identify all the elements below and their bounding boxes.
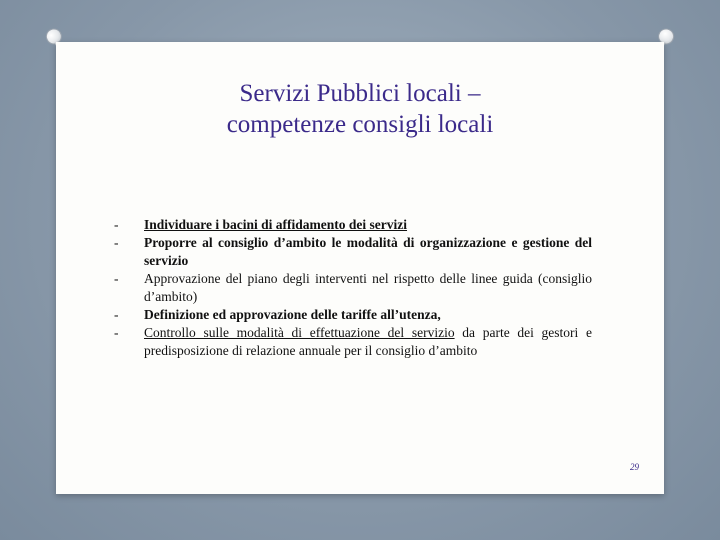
bullet-text-1: Individuare i bacini di affidamento dei servizi	[144, 217, 408, 232]
bullet-item-5	[114, 324, 592, 360]
bullet-list	[114, 216, 592, 360]
bullet-text-5-underlined: Controllo sulle modalità di effettuazione del servizio	[144, 325, 455, 340]
bullet-dash: -	[114, 217, 119, 232]
page-number: 29	[630, 462, 639, 472]
bullet-dash: -	[114, 235, 119, 250]
bullet-text-4: Definizione ed approvazione delle tariffe all’utenza,	[144, 307, 441, 322]
bullet-item-3	[114, 270, 592, 306]
bullet-text-2: Proporre al consiglio d’ambito le modalità di organizzazione e gestione del servizio	[144, 235, 592, 268]
slide-title-line2: competenze consigli locali	[226, 111, 494, 138]
bullet-item-1	[114, 216, 592, 234]
bullet-dash: -	[114, 271, 119, 286]
bullet-dash: -	[114, 325, 119, 340]
bullet-text-5-rest: da parte dei gestori e predisposizione di relazione annuale per il consiglio d’ambito	[144, 325, 592, 358]
slide-title-line1: Servizi Pubblici locali –	[239, 80, 481, 107]
slide-title	[0, 78, 720, 140]
bullet-item-2	[114, 234, 592, 270]
bullet-dash: -	[114, 307, 119, 322]
bullet-text-3: Approvazione del piano degli interventi nel rispetto delle linee guida (consiglio d’ambito)	[144, 271, 592, 304]
bullet-item-4	[114, 306, 592, 324]
